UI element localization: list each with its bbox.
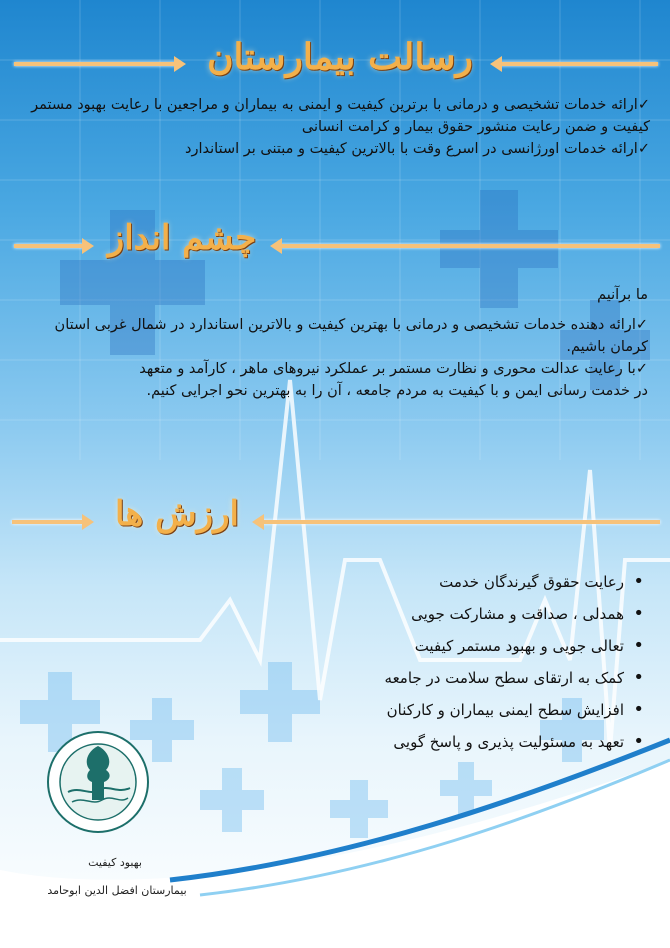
mission-arrow-right-side	[500, 62, 658, 66]
vision-item	[38, 358, 648, 402]
list-item: • تعالی جویی و بهبود مستمر کیفیت	[244, 630, 624, 662]
mission-item-text: ارائه خدمات اورژانسی در اسرع وقت با بالاترین کیفیت و مبتنی بر استاندارد	[185, 141, 638, 157]
mission-arrow-left-side	[14, 62, 176, 66]
mission-item-text: ارائه خدمات تشخیصی و درمانی با برترین کیفیت و ایمنی به بیماران و مراجعین با رعایت بهبود مستمر کیفیت و ضمن رعایت منشور حقوق بیمار و کرامت انسانی	[31, 97, 650, 135]
check-icon: ✓	[637, 97, 650, 113]
check-icon: ✓	[635, 317, 648, 333]
mission-body	[20, 94, 650, 160]
vision-arrow-right-side	[280, 244, 660, 248]
mission-item	[20, 94, 650, 138]
list-item: • تعهد به مسئولیت پذیری و پاسخ گویی	[244, 726, 624, 758]
values-arrow-right-side	[262, 520, 660, 524]
vision-arrow-left-side	[14, 244, 84, 248]
values-arrow-left-side	[12, 520, 84, 524]
list-item: • کمک به ارتقای سطح سلامت در جامعه	[244, 662, 624, 694]
vision-item-text: با رعایت عدالت محوری و نظارت مستمر بر عملکرد نیروهای ماهر ، کارآمد و متعهد در خدمت رسانی ایمن و با کیفیت به مردم جامعه ، آن را به بهترین نحو اجرایی کنیم.	[139, 361, 648, 399]
list-item: • رعایت حقوق گیرندگان خدمت	[244, 566, 624, 598]
hospital-logo	[46, 730, 150, 834]
values-list	[244, 566, 642, 758]
list-item: • افزایش سطح ایمنی بیماران و کارکنان	[244, 694, 624, 726]
footer-hospital-name: بیمارستان افضل الدین ابوحامد	[47, 884, 187, 897]
mission-item	[20, 138, 650, 160]
vision-item-text: ارائه دهنده خدمات تشخیصی و درمانی با بهترین کیفیت و بالاترین استاندارد در شمال غربی استان کرمان باشیم.	[54, 317, 648, 355]
values-title: ارزش ها	[115, 494, 239, 534]
check-icon: ✓	[637, 141, 650, 157]
vision-intro: ما برآنیم	[597, 287, 648, 303]
list-item: • همدلی ، صداقت و مشارکت جویی	[244, 598, 624, 630]
vision-item	[38, 314, 648, 358]
vision-title: چشم انداز	[107, 218, 257, 258]
check-icon: ✓	[635, 361, 648, 377]
mission-title: رسالت بیمارستان	[207, 36, 473, 78]
vision-body	[38, 284, 648, 402]
footer-department: بهبود کیفیت	[88, 856, 142, 869]
